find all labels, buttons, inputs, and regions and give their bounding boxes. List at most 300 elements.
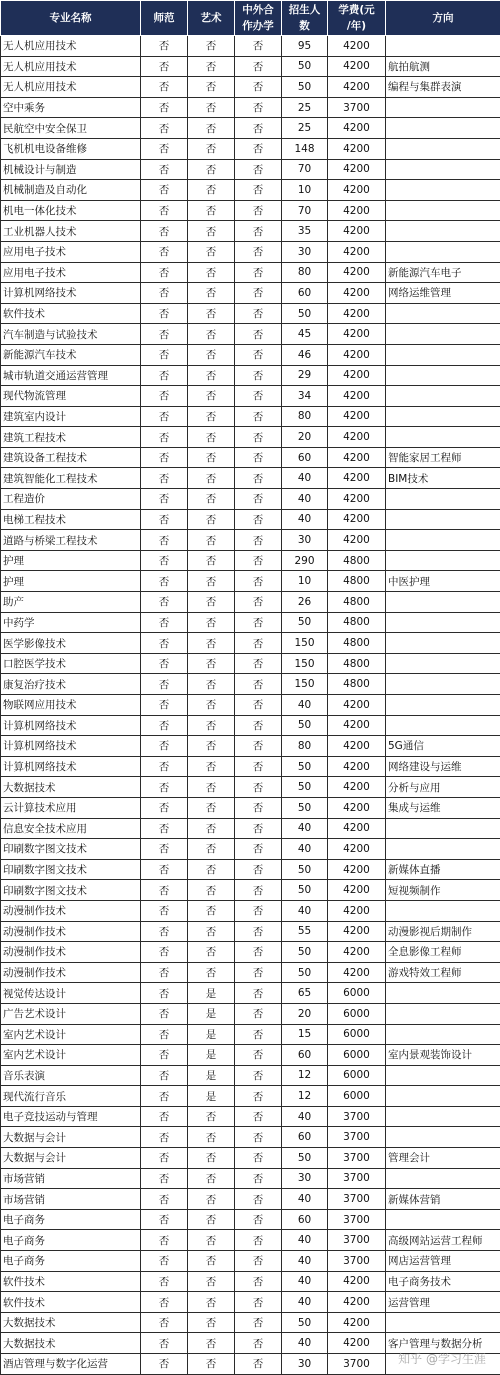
tuition-cell: 4200 [328,1292,386,1313]
tuition-cell: 6000 [328,1045,386,1066]
direction-cell [386,900,500,921]
cooperative-cell: 否 [235,612,282,633]
normal-cell: 否 [141,406,188,427]
cooperative-cell: 否 [235,365,282,386]
direction-cell: 客户管理与数据分析 [386,1333,500,1354]
cooperative-cell: 否 [235,550,282,571]
cooperative-cell: 否 [235,942,282,963]
major-name-cell: 建筑智能化工程技术 [1,468,141,489]
normal-cell: 否 [141,592,188,613]
major-name-cell: 建筑工程技术 [1,427,141,448]
direction-cell: 编程与集群表演 [386,77,500,98]
normal-cell: 否 [141,695,188,716]
enrollment-cell: 50 [282,56,328,77]
cooperative-cell: 否 [235,818,282,839]
art-cell: 否 [188,571,235,592]
table-row [1,221,500,242]
art-cell: 否 [188,1209,235,1230]
tuition-cell: 6000 [328,1065,386,1086]
major-name-cell: 飞机机电设备维修 [1,138,141,159]
direction-cell [386,839,500,860]
table-row [1,56,500,77]
enrollment-cell: 150 [282,653,328,674]
table-row [1,818,500,839]
normal-cell: 否 [141,427,188,448]
cooperative-cell: 否 [235,715,282,736]
cooperative-cell: 否 [235,447,282,468]
direction-cell [386,1065,500,1086]
art-cell: 否 [188,1333,235,1354]
art-cell: 是 [188,1024,235,1045]
tuition-cell: 4200 [328,365,386,386]
tuition-cell: 4200 [328,180,386,201]
major-name-cell: 视觉传达设计 [1,983,141,1004]
table-row [1,489,500,510]
art-cell: 否 [188,118,235,139]
enrollment-cell: 45 [282,324,328,345]
cooperative-cell: 否 [235,983,282,1004]
cooperative-cell: 否 [235,344,282,365]
enrollment-cell: 60 [282,1209,328,1230]
cooperative-cell: 否 [235,736,282,757]
enrollment-cell: 50 [282,797,328,818]
cooperative-cell: 否 [235,36,282,57]
cooperative-cell: 否 [235,1003,282,1024]
direction-cell [386,159,500,180]
enrollment-cell: 60 [282,447,328,468]
tuition-cell: 3700 [328,1127,386,1148]
art-cell: 否 [188,592,235,613]
normal-cell: 否 [141,1209,188,1230]
major-name-cell: 云计算技术应用 [1,797,141,818]
tuition-cell: 4200 [328,509,386,530]
direction-cell: 短视频制作 [386,880,500,901]
art-cell: 否 [188,1230,235,1251]
art-cell: 否 [188,97,235,118]
normal-cell: 否 [141,530,188,551]
tuition-cell: 4200 [328,159,386,180]
major-name-cell: 大数据与会计 [1,1148,141,1169]
direction-cell [386,241,500,262]
tuition-cell: 4200 [328,695,386,716]
major-name-cell: 口腔医学技术 [1,653,141,674]
art-cell: 否 [188,880,235,901]
cooperative-cell: 否 [235,97,282,118]
normal-cell: 否 [141,200,188,221]
enrollment-cell: 50 [282,612,328,633]
direction-cell [386,36,500,57]
direction-cell [386,1209,500,1230]
art-cell: 否 [188,612,235,633]
cooperative-cell: 否 [235,489,282,510]
table-row [1,1003,500,1024]
art-cell: 否 [188,777,235,798]
direction-cell [386,653,500,674]
direction-cell [386,427,500,448]
cooperative-cell: 否 [235,56,282,77]
tuition-cell: 4800 [328,653,386,674]
header-row [1,1,500,36]
major-name-cell: 机械制造及自动化 [1,180,141,201]
art-cell: 否 [188,1271,235,1292]
cooperative-cell: 否 [235,283,282,304]
normal-cell: 否 [141,1354,188,1375]
normal-cell: 否 [141,1292,188,1313]
cooperative-cell: 否 [235,386,282,407]
direction-cell: 电子商务技术 [386,1271,500,1292]
direction-cell [386,674,500,695]
direction-cell: 网络建设与运维 [386,756,500,777]
tuition-cell: 4200 [328,1333,386,1354]
cooperative-cell: 否 [235,839,282,860]
art-cell: 否 [188,736,235,757]
cooperative-cell: 否 [235,180,282,201]
direction-cell [386,1312,500,1333]
normal-cell: 否 [141,262,188,283]
art-cell: 否 [188,962,235,983]
art-cell: 否 [188,900,235,921]
art-cell: 否 [188,36,235,57]
major-name-cell: 电子竞技运动与管理 [1,1106,141,1127]
major-name-cell: 护理 [1,571,141,592]
enrollment-cell: 60 [282,1045,328,1066]
table-row [1,283,500,304]
major-name-cell: 工业机器人技术 [1,221,141,242]
tuition-cell: 4800 [328,571,386,592]
cooperative-cell: 否 [235,468,282,489]
table-row [1,97,500,118]
major-name-cell: 计算机网络技术 [1,756,141,777]
enrollment-cell: 80 [282,736,328,757]
enrollment-cell: 150 [282,633,328,654]
table-row [1,715,500,736]
cooperative-cell: 否 [235,880,282,901]
normal-cell: 否 [141,797,188,818]
normal-cell: 否 [141,303,188,324]
art-cell: 否 [188,283,235,304]
normal-cell: 否 [141,1312,188,1333]
major-name-cell: 无人机应用技术 [1,56,141,77]
enrollment-cell: 20 [282,1003,328,1024]
cooperative-cell: 否 [235,592,282,613]
cooperative-cell: 否 [235,674,282,695]
cooperative-cell: 否 [235,1209,282,1230]
art-cell: 否 [188,77,235,98]
enrollment-cell: 50 [282,859,328,880]
cooperative-cell: 否 [235,653,282,674]
cooperative-cell: 否 [235,1292,282,1313]
normal-cell: 否 [141,571,188,592]
tuition-cell: 4200 [328,839,386,860]
normal-cell: 否 [141,715,188,736]
enrollment-cell: 70 [282,159,328,180]
art-cell: 否 [188,839,235,860]
art-cell: 否 [188,365,235,386]
tuition-cell: 4200 [328,303,386,324]
art-cell: 否 [188,756,235,777]
table-row [1,962,500,983]
major-name-cell: 无人机应用技术 [1,77,141,98]
table-row [1,324,500,345]
tuition-cell: 6000 [328,1086,386,1107]
art-cell: 是 [188,983,235,1004]
normal-cell: 否 [141,241,188,262]
normal-cell: 否 [141,221,188,242]
enrollment-cell: 12 [282,1086,328,1107]
table-row [1,138,500,159]
enrollment-cell: 10 [282,571,328,592]
tuition-cell: 4200 [328,797,386,818]
normal-cell: 否 [141,1003,188,1024]
enrollment-cell: 55 [282,921,328,942]
tuition-cell: 4200 [328,468,386,489]
table-row [1,509,500,530]
normal-cell: 否 [141,1045,188,1066]
major-name-cell: 动漫制作技术 [1,900,141,921]
art-cell: 否 [188,427,235,448]
major-name-cell: 中药学 [1,612,141,633]
art-cell: 否 [188,1251,235,1272]
table-row [1,756,500,777]
major-name-cell: 康复治疗技术 [1,674,141,695]
enrollment-cell: 10 [282,180,328,201]
major-name-cell: 室内艺术设计 [1,1045,141,1066]
tuition-cell: 4800 [328,550,386,571]
cooperative-cell: 否 [235,571,282,592]
direction-cell [386,1106,500,1127]
table-row [1,159,500,180]
table-row [1,633,500,654]
cooperative-cell: 否 [235,324,282,345]
direction-cell [386,303,500,324]
enrollment-cell: 148 [282,138,328,159]
table-row [1,77,500,98]
direction-cell [386,344,500,365]
cooperative-cell: 否 [235,797,282,818]
table-row [1,427,500,448]
enrollment-cell: 30 [282,241,328,262]
normal-cell: 否 [141,1024,188,1045]
art-cell: 否 [188,344,235,365]
normal-cell: 否 [141,633,188,654]
tuition-cell: 3700 [328,1106,386,1127]
enrollment-cell: 40 [282,1189,328,1210]
major-name-cell: 广告艺术设计 [1,1003,141,1024]
major-name-cell: 机械设计与制造 [1,159,141,180]
table-row [1,1333,500,1354]
normal-cell: 否 [141,56,188,77]
art-cell: 否 [188,1106,235,1127]
art-cell: 否 [188,241,235,262]
tuition-cell: 6000 [328,1003,386,1024]
art-cell: 否 [188,1127,235,1148]
tuition-cell: 3700 [328,1189,386,1210]
table-row [1,612,500,633]
normal-cell: 否 [141,921,188,942]
tuition-cell: 4800 [328,633,386,654]
direction-cell [386,386,500,407]
art-cell: 否 [188,1292,235,1313]
cooperative-cell: 否 [235,859,282,880]
normal-cell: 否 [141,942,188,963]
direction-cell: BIM技术 [386,468,500,489]
direction-cell: 中医护理 [386,571,500,592]
enrollment-cell: 40 [282,1333,328,1354]
table-row [1,1292,500,1313]
major-name-cell: 机电一体化技术 [1,200,141,221]
major-name-cell: 现代物流管理 [1,386,141,407]
major-name-cell: 软件技术 [1,1271,141,1292]
enrollment-cell: 40 [282,468,328,489]
major-name-cell: 护理 [1,550,141,571]
normal-cell: 否 [141,386,188,407]
cooperative-cell: 否 [235,241,282,262]
enrollment-cell: 40 [282,1106,328,1127]
enrollment-cell: 50 [282,942,328,963]
tuition-cell: 4200 [328,447,386,468]
enrollment-cell: 46 [282,344,328,365]
tuition-cell: 4200 [328,344,386,365]
normal-cell: 否 [141,859,188,880]
normal-cell: 否 [141,1148,188,1169]
tuition-cell: 4200 [328,530,386,551]
cooperative-cell: 否 [235,427,282,448]
tuition-cell: 4800 [328,674,386,695]
major-name-cell: 无人机应用技术 [1,36,141,57]
tuition-cell: 3700 [328,1230,386,1251]
cooperative-cell: 否 [235,1354,282,1375]
cooperative-cell: 否 [235,1045,282,1066]
normal-cell: 否 [141,324,188,345]
table-row [1,36,500,57]
direction-cell [386,550,500,571]
enrollment-cell: 40 [282,1230,328,1251]
direction-cell: 运营管理 [386,1292,500,1313]
direction-cell: 集成与运维 [386,797,500,818]
tuition-cell: 4200 [328,386,386,407]
direction-cell [386,612,500,633]
table-row [1,1106,500,1127]
normal-cell: 否 [141,447,188,468]
major-name-cell: 电子商务 [1,1230,141,1251]
art-cell: 否 [188,921,235,942]
table-row [1,447,500,468]
major-name-cell: 应用电子技术 [1,241,141,262]
art-cell: 否 [188,1148,235,1169]
normal-cell: 否 [141,674,188,695]
major-name-cell: 工程造价 [1,489,141,510]
cooperative-cell: 否 [235,921,282,942]
tuition-cell: 6000 [328,983,386,1004]
direction-cell [386,180,500,201]
enrollment-cell: 40 [282,900,328,921]
cooperative-cell: 否 [235,695,282,716]
art-cell: 是 [188,1045,235,1066]
direction-cell: 新媒体直播 [386,859,500,880]
table-row [1,241,500,262]
major-name-cell: 印刷数字图文技术 [1,839,141,860]
tuition-cell: 4200 [328,818,386,839]
enrollment-cell: 50 [282,880,328,901]
enrollment-cell: 70 [282,200,328,221]
enrollment-cell: 30 [282,1168,328,1189]
normal-cell: 否 [141,36,188,57]
tuition-cell: 4200 [328,900,386,921]
art-cell: 否 [188,1168,235,1189]
art-cell: 是 [188,1065,235,1086]
normal-cell: 否 [141,1189,188,1210]
tuition-cell: 4200 [328,138,386,159]
enrollment-cell: 40 [282,695,328,716]
major-name-cell: 电子商务 [1,1209,141,1230]
major-name-cell: 民航空中安全保卫 [1,118,141,139]
normal-cell: 否 [141,736,188,757]
normal-cell: 否 [141,118,188,139]
art-cell: 否 [188,550,235,571]
cooperative-cell: 否 [235,406,282,427]
enrollment-cell: 25 [282,97,328,118]
tuition-cell: 3700 [328,1251,386,1272]
enrollment-cell: 26 [282,592,328,613]
direction-cell [386,530,500,551]
enrollment-cell: 34 [282,386,328,407]
normal-cell: 否 [141,1168,188,1189]
tuition-cell: 4200 [328,880,386,901]
art-cell: 否 [188,653,235,674]
enrollment-cell: 35 [282,221,328,242]
header-direction: 方向 [386,1,500,36]
art-cell: 是 [188,1086,235,1107]
normal-cell: 否 [141,612,188,633]
tuition-cell: 4200 [328,221,386,242]
art-cell: 否 [188,56,235,77]
tuition-cell: 4200 [328,262,386,283]
enrollment-cell: 95 [282,36,328,57]
normal-cell: 否 [141,1106,188,1127]
art-cell: 否 [188,509,235,530]
table-row [1,386,500,407]
major-name-cell: 动漫制作技术 [1,942,141,963]
table-row [1,1230,500,1251]
direction-cell: 分析与应用 [386,777,500,798]
major-name-cell: 大数据与会计 [1,1127,141,1148]
table-row [1,983,500,1004]
tuition-cell: 4200 [328,756,386,777]
table-row [1,1168,500,1189]
table-row [1,797,500,818]
art-cell: 否 [188,674,235,695]
direction-cell: 动漫影视后期制作 [386,921,500,942]
enrollment-cell: 40 [282,489,328,510]
normal-cell: 否 [141,962,188,983]
enrollment-cell: 50 [282,1148,328,1169]
table-row [1,180,500,201]
table-row [1,1189,500,1210]
normal-cell: 否 [141,653,188,674]
cooperative-cell: 否 [235,303,282,324]
art-cell: 否 [188,200,235,221]
art-cell: 否 [188,797,235,818]
enrollment-cell: 40 [282,839,328,860]
enrollment-cell: 80 [282,406,328,427]
major-name-cell: 软件技术 [1,303,141,324]
normal-cell: 否 [141,159,188,180]
direction-cell [386,1024,500,1045]
enrollment-cell: 40 [282,1292,328,1313]
cooperative-cell: 否 [235,509,282,530]
major-name-cell: 印刷数字图文技术 [1,859,141,880]
major-name-cell: 酒店管理与数字化运营 [1,1354,141,1375]
